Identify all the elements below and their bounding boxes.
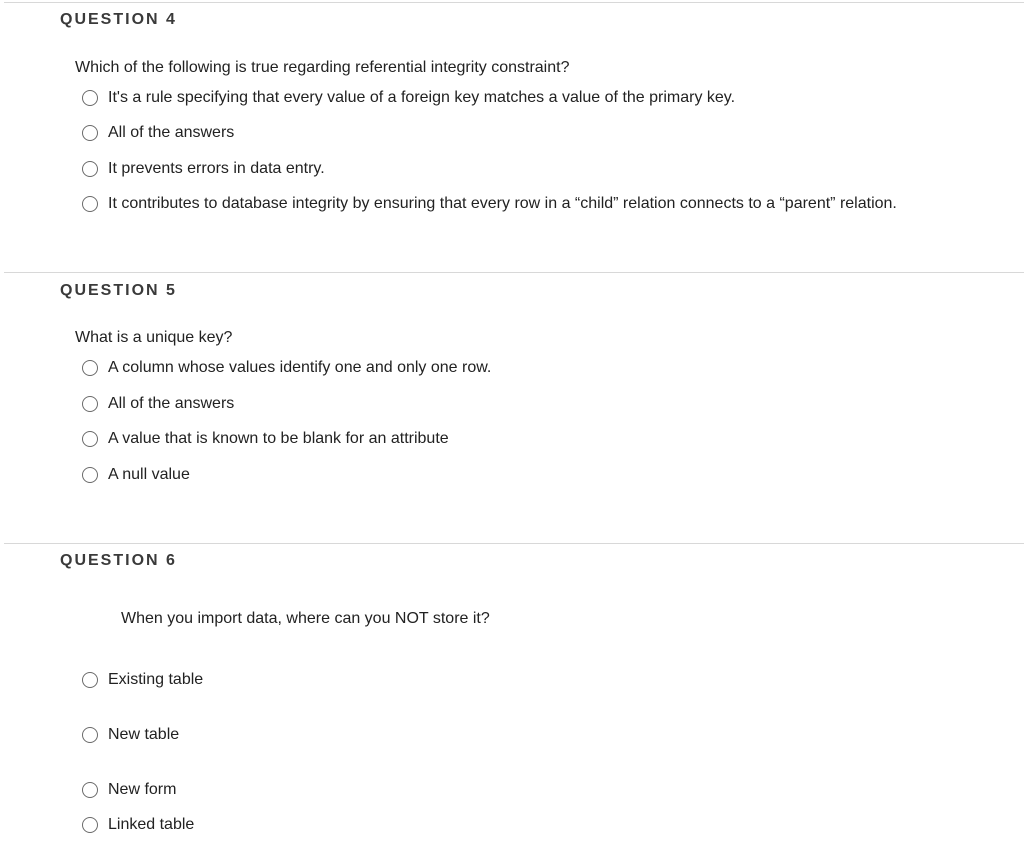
answer-option[interactable] (82, 87, 735, 109)
radio-button[interactable] (82, 782, 98, 798)
answer-option[interactable] (82, 428, 449, 450)
answer-option[interactable] (82, 122, 234, 144)
question-header: QUESTION 5 (60, 282, 177, 299)
radio-button[interactable] (82, 360, 98, 376)
answer-option[interactable] (82, 464, 190, 486)
answer-option[interactable] (82, 158, 325, 180)
section-divider (4, 543, 1024, 544)
answer-label: Existing table (108, 671, 204, 688)
radio-button[interactable] (82, 727, 98, 743)
answer-label: All of the answers (108, 124, 235, 141)
section-divider (4, 272, 1024, 273)
answer-label: New table (108, 726, 180, 743)
answer-label: A column whose values identify one and only one row. (108, 359, 492, 376)
question-header: QUESTION 4 (60, 11, 177, 28)
radio-button[interactable] (82, 196, 98, 212)
radio-button[interactable] (82, 817, 98, 833)
radio-button[interactable] (82, 467, 98, 483)
answer-option[interactable] (82, 393, 234, 415)
answer-option[interactable] (82, 814, 194, 836)
answer-label: Linked table (108, 816, 195, 833)
answer-label: It contributes to database integrity by ensuring that every row in a “child” relation connects to a “parent” relation. (108, 195, 897, 212)
radio-button[interactable] (82, 161, 98, 177)
answer-option[interactable] (82, 193, 897, 215)
answer-label: A null value (108, 466, 190, 483)
radio-button[interactable] (82, 90, 98, 106)
radio-button[interactable] (82, 431, 98, 447)
answer-label: It's a rule specifying that every value of a foreign key matches a value of the primary key. (108, 89, 736, 106)
answer-label: All of the answers (108, 395, 235, 412)
radio-button[interactable] (82, 125, 98, 141)
answer-label: A value that is known to be blank for an attribute (108, 430, 449, 447)
answer-label: New form (108, 781, 177, 798)
answer-option[interactable] (82, 669, 203, 691)
question-prompt: What is a unique key? (75, 329, 233, 346)
answer-label: It prevents errors in data entry. (108, 160, 325, 177)
question-prompt: Which of the following is true regarding referential integrity constraint? (75, 59, 570, 76)
radio-button[interactable] (82, 672, 98, 688)
answer-option[interactable] (82, 724, 179, 746)
answer-option[interactable] (82, 357, 491, 379)
question-prompt: When you import data, where can you NOT store it? (121, 610, 490, 627)
radio-button[interactable] (82, 396, 98, 412)
question-header: QUESTION 6 (60, 552, 177, 569)
answer-option[interactable] (82, 779, 176, 801)
top-divider (4, 2, 1024, 3)
